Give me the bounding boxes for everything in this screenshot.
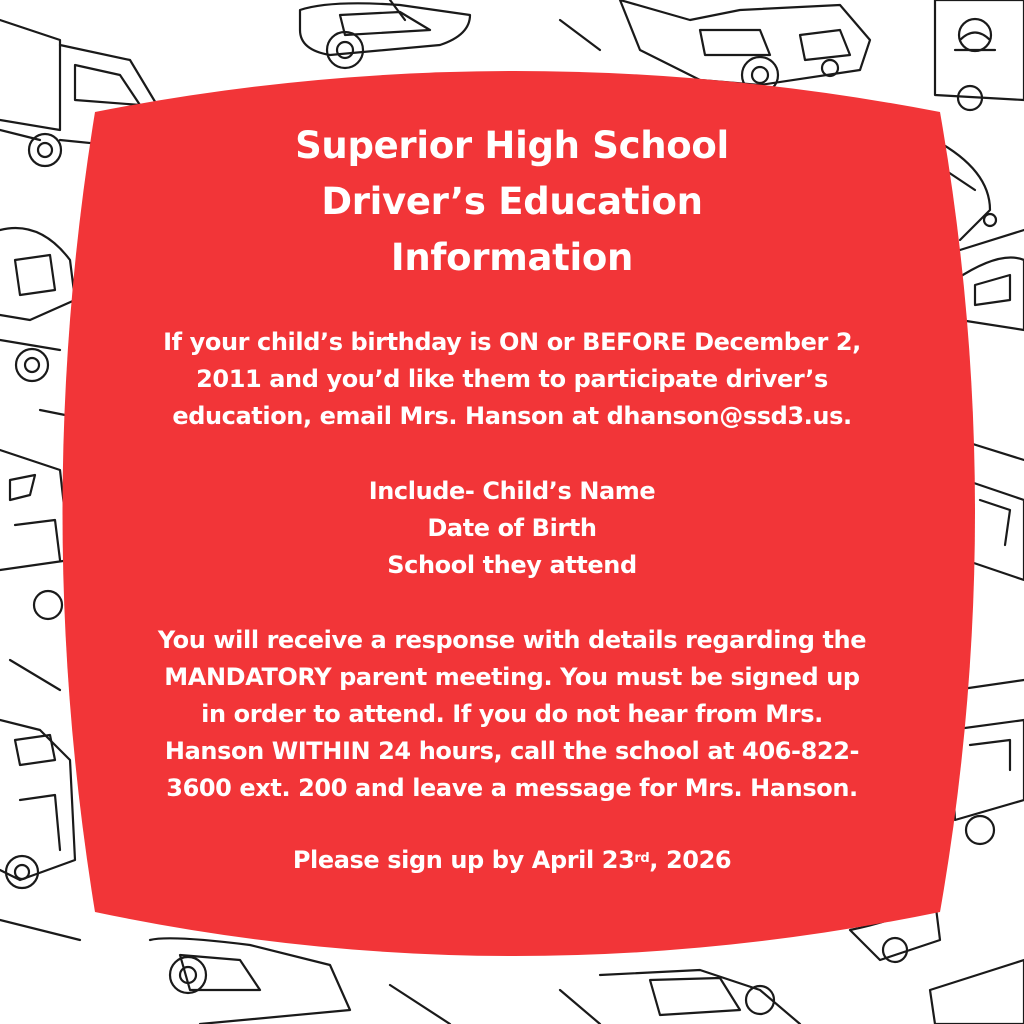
intro-paragraph [110,324,914,435]
flyer-title [110,118,914,286]
flyer-content [110,118,914,879]
intro-line-3: education, email Mrs. Hanson at dhanson@ssd3.us. [172,402,852,430]
signup-prefix: Please sign up by April 23 [292,846,635,874]
title-line-3: Information [390,236,634,279]
response-line-4: Hanson WITHIN 24 hours, call the school at 406-822- [164,737,860,765]
signup-ordinal: rd [634,851,650,866]
title-line-2: Driver’s Education [321,180,703,223]
signup-suffix: , 2026 [649,846,732,874]
include-line-1: Include- Child’s Name [368,477,656,505]
response-line-2: MANDATORY parent meeting. You must be signed up [164,663,860,691]
response-line-5: 3600 ext. 200 and leave a message for Mrs. Hanson. [166,774,858,802]
response-line-1: You will receive a response with details regarding the [157,626,867,654]
signup-deadline [110,842,914,879]
title-line-1: Superior High School [295,124,729,167]
intro-line-1: If your child’s birthday is ON or BEFORE December 2, [163,328,861,356]
include-line-2: Date of Birth [427,514,597,542]
intro-line-2: 2011 and you’d like them to participate driver’s [196,365,828,393]
response-line-3: in order to attend. If you do not hear from Mrs. [201,700,823,728]
include-line-3: School they attend [387,551,637,579]
include-list [110,473,914,584]
response-paragraph [110,622,914,807]
